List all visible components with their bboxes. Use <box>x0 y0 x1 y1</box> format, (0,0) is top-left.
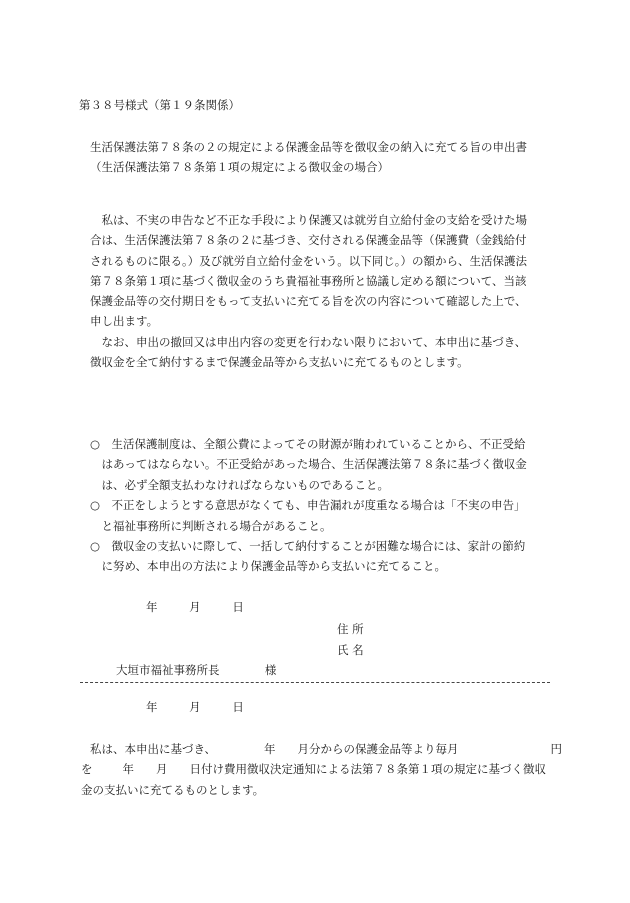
title-line-2: （生活保護法第７８条第１項の規定による徴収金の場合） <box>90 160 389 174</box>
addressee <box>116 662 276 678</box>
month-label: 月 <box>189 700 201 714</box>
commit-month-label: 月 <box>156 762 168 777</box>
commit-year-label: 年 <box>122 762 134 777</box>
body-line: 徴収金を全て納付するまで保護金品等から支払いに充てるものとします。 <box>90 355 469 370</box>
day-label: 日 <box>232 700 244 714</box>
payment-commitment <box>81 739 563 800</box>
cut-line-divider <box>80 682 550 683</box>
commit-text: 私は、本申出に基づき、 <box>90 742 217 756</box>
year-label: 年 <box>146 700 158 714</box>
confirmation-notes <box>90 434 527 577</box>
commit-text: 月分からの保護金品等より毎月 <box>297 742 459 756</box>
address-field[interactable]: 住 所 <box>337 622 364 636</box>
body-line: 保護金品等の交付期日をもって支払いに充てる旨を次の内容について確認した上で、 <box>90 294 527 309</box>
declaration-paragraph <box>90 210 527 372</box>
month-label: 月 <box>189 600 201 614</box>
body-line: なお、申出の撤回又は申出内容の変更を行わない限りにおいて、本申出に基づき、 <box>90 334 527 349</box>
form-number: 第３８号様式（第１９条関係） <box>79 98 240 112</box>
document-title <box>90 137 527 177</box>
body-line: 私は、不実の申告など不正な手段により保護又は就労自立給付金の支給を受けた場 <box>90 213 527 227</box>
body-line: されるものに限る。）及び就労自立給付金をいう。以下同じ。）の額から、生活保護法 <box>90 253 527 268</box>
yen-label: 円 <box>550 742 563 756</box>
day-label: 日 <box>232 600 244 614</box>
note-line: ○ 生活保護制度は、全額公費によってその財源が賄われていることから、不正受給 <box>90 437 526 451</box>
honorific: 様 <box>264 663 277 677</box>
commit-line-1 <box>90 739 562 759</box>
note-line: に努め、本申出の方法により保護金品等から支払いに充てること。 <box>90 559 447 574</box>
body-line: 第７８条第１項に基づく徴収金のうち貴福祉事務所と協議し定める額について、当該 <box>90 273 527 288</box>
title-line-1: 生活保護法第７８条の２の規定による保護金品等を徴収金の納入に充てる旨の申出書 <box>90 140 527 154</box>
office-name: 大垣市福祉事務所長 <box>116 663 220 677</box>
body-line: 申し出ます。 <box>90 314 159 329</box>
commit-line-3: 金の支払いに充てるものとします。 <box>81 782 265 797</box>
application-date-field[interactable] <box>146 599 272 615</box>
commitment-date-field[interactable] <box>146 699 272 715</box>
commit-year-label: 年 <box>264 742 276 756</box>
commit-line-2 <box>81 759 562 779</box>
note-line: ○ 不正をしようとする意思がなくても、申告漏れが度重なる場合は「不実の申告」 <box>90 498 526 513</box>
commit-text: を <box>81 762 93 777</box>
body-line: 合は、生活保護法第７８条の２に基づき、交付される保護金品等（保護費（金銭給付 <box>90 233 527 248</box>
name-field[interactable]: 氏 名 <box>337 643 364 657</box>
note-line: はあってはならない。不正受給があった場合、生活保護法第７８条に基づく徴収金 <box>90 457 527 472</box>
note-line: ○ 徴収金の支払いに際して、一括して納付することが困難な場合には、家計の節約 <box>90 539 526 554</box>
year-label: 年 <box>146 600 158 614</box>
note-line: と福祉事務所に判断される場合があること。 <box>90 518 332 533</box>
note-line: は、必ず全額支払わなければならないものであること。 <box>90 477 389 492</box>
commit-text: 日付け費用徴収決定通知による法第７８条第１項の規定に基づく徴収 <box>189 762 546 777</box>
